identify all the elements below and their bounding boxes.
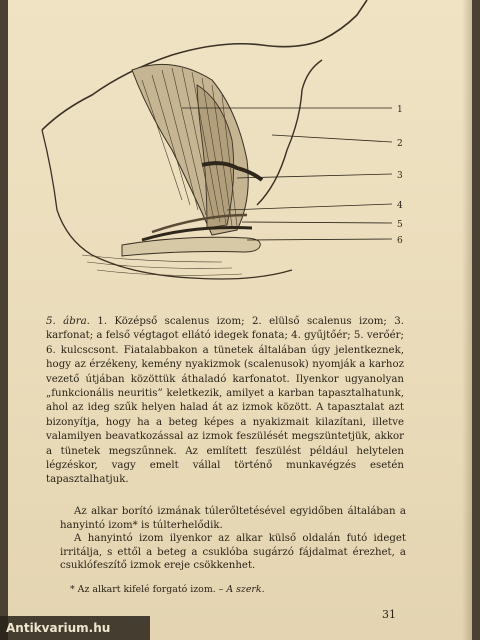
figure-caption: [46, 315, 404, 488]
watermark-logo: Antikvarium.hu: [0, 616, 150, 640]
figure-label-2: 2: [397, 139, 403, 149]
shoulder-outline: [257, 60, 322, 205]
figure-label-5: 5: [397, 220, 403, 230]
chest-hatching: [82, 255, 242, 275]
page-number: 31: [382, 608, 396, 621]
footnote-text: * Az alkart kifelé forgató izom. –: [70, 584, 224, 595]
figure-label-3: 3: [397, 171, 403, 181]
figure-number: 5. ábra.: [46, 316, 90, 327]
footnote-editor: A szerk.: [226, 584, 265, 595]
body-paragraph: A hanyintó izom ilyenkor az alkar külső oldalán futó ideget irritálja, s ettől a beteg a csuklóba sugárzó fájdalmat érezhet, a csuklófeszítő izmok ereje csökkenhet.: [60, 533, 406, 572]
figure-label-1: 1: [397, 105, 403, 115]
figure-label-4: 4: [397, 201, 403, 211]
caption-text: 1. Középső scalenus izom; 2. elülső scalenus izom; 3. karfonat; a felső végtagot ellátó idegek fonata; 4. gyűjtőér; 5. verőér; 6. kulcscsont. Fiatalabbakon a tünetek általában úgy jelentkeznek, hogy az érzékeny, kemény nyakizmok (scalenusok) nyomják a karhoz vezető útjában közöttük áthaladó karfonatot. Ilyenkor ugyanolyan „funkcionális neuritis” keletkezik, amilyet a karban tapasztalhatunk, ahol az ideg szűk helyen halad át az izmok között. A tapasztalat azt bizonyítja, hogy ha a beteg képes a nyakizmait kilazítani, illetve valamilyen beavatkozással az izmok feszülését megszüntetjük, akkor a tünetek megszűnnek. Az említett feszülést például helytelen légzéskor, vagy emelt vállal történő munkavégzés esetén tapasztalhatjuk.: [46, 316, 404, 486]
body-outline: [42, 130, 292, 279]
footnote: [70, 584, 400, 595]
body-paragraph: Az alkar borító izmának túlerőltetésével egyidőben általában a hanyintó izom* is túlterhelődik.: [60, 506, 406, 531]
body-text: [60, 505, 406, 573]
anatomy-figure: [22, 0, 472, 300]
figure-label-6: 6: [397, 236, 403, 246]
book-page: [8, 0, 472, 640]
anatomy-illustration: [22, 0, 472, 300]
